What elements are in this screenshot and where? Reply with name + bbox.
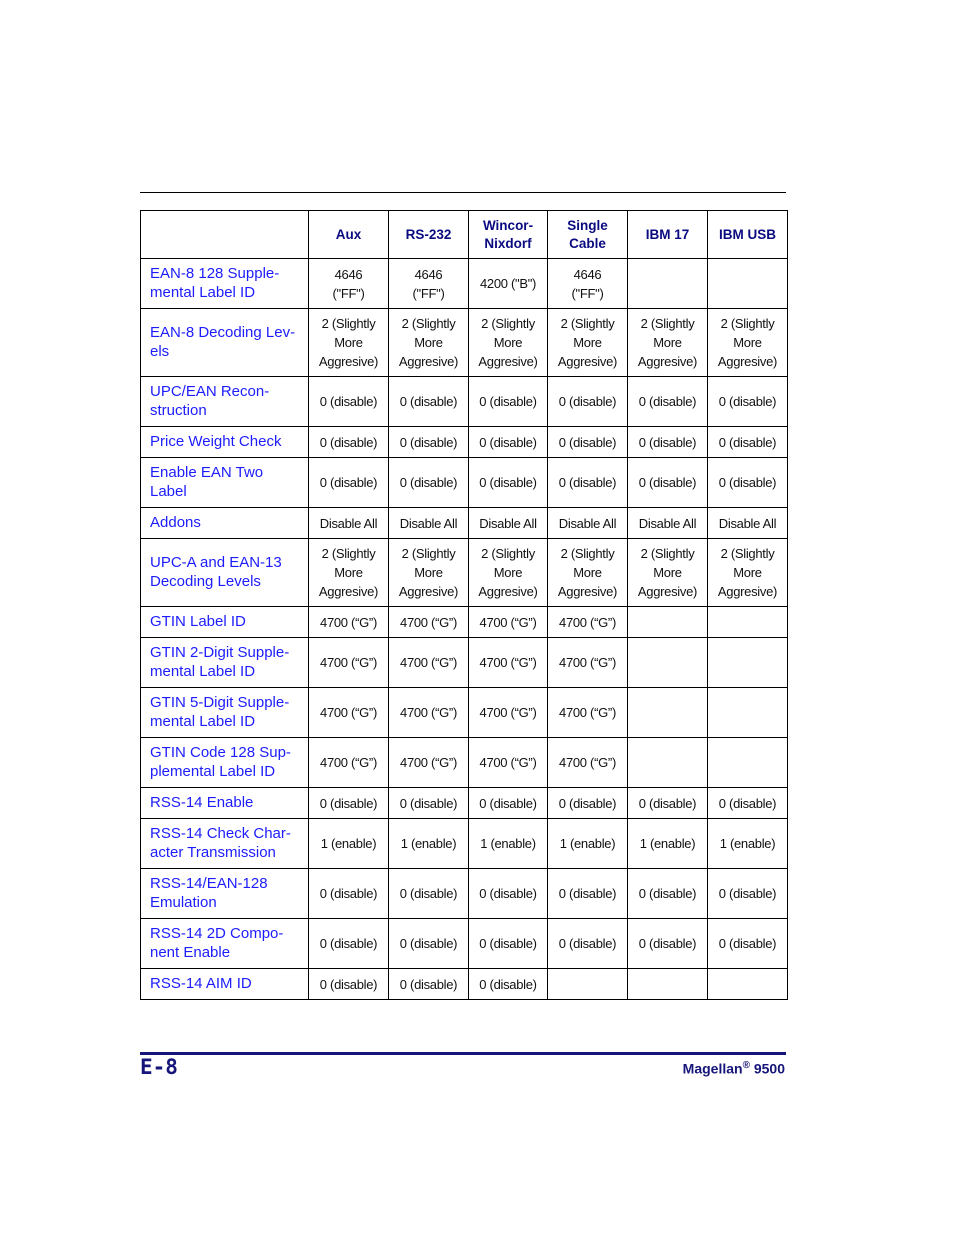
table-cell: 0 (disable) — [389, 969, 469, 1000]
table-cell: 0 (disable) — [389, 427, 469, 458]
table-cell: 0 (disable) — [708, 458, 788, 508]
table-cell: 2 (Slightly More Aggresive) — [628, 539, 708, 607]
table-cell: 0 (disable) — [469, 377, 548, 427]
table-cell: 2 (Slightly More Aggresive) — [548, 539, 628, 607]
table-cell: 0 (disable) — [309, 427, 389, 458]
table-cell: 4700 (“G”) — [548, 738, 628, 788]
table-cell: 2 (Slightly More Aggresive) — [389, 539, 469, 607]
table-cell: 0 (disable) — [309, 377, 389, 427]
table-cell: 0 (disable) — [309, 969, 389, 1000]
row-label: GTIN Code 128 Sup- plemental Label ID — [141, 738, 309, 788]
header-wincor-nixdorf: Wincor- Nixdorf — [469, 211, 548, 259]
table-cell: 0 (disable) — [389, 919, 469, 969]
table-cell: 0 (disable) — [708, 788, 788, 819]
table-cell: Disable All — [389, 508, 469, 539]
header-blank — [141, 211, 309, 259]
table-cell: 0 (disable) — [469, 919, 548, 969]
table-cell: 0 (disable) — [628, 377, 708, 427]
header-rs232: RS-232 — [389, 211, 469, 259]
table-cell: 0 (disable) — [628, 788, 708, 819]
table-cell: 4700 (“G”) — [309, 638, 389, 688]
table-cell: 0 (disable) — [548, 458, 628, 508]
table-row — [141, 377, 788, 427]
table-row — [141, 607, 788, 638]
table-cell: 2 (Slightly More Aggresive) — [708, 309, 788, 377]
row-label: RSS-14/EAN-128 Emulation — [141, 869, 309, 919]
table-cell — [708, 638, 788, 688]
table-cell: 0 (disable) — [548, 869, 628, 919]
table-cell: 2 (Slightly More Aggresive) — [548, 309, 628, 377]
header-row — [141, 211, 788, 259]
header-aux: Aux — [309, 211, 389, 259]
table-row — [141, 819, 788, 869]
table-cell: 0 (disable) — [708, 427, 788, 458]
table-cell — [708, 607, 788, 638]
table-cell: 0 (disable) — [548, 919, 628, 969]
table-cell: 2 (Slightly More Aggresive) — [708, 539, 788, 607]
table-cell: 0 (disable) — [469, 788, 548, 819]
table-cell: 2 (Slightly More Aggresive) — [469, 539, 548, 607]
table-row — [141, 788, 788, 819]
table-row — [141, 427, 788, 458]
table-cell: 0 (disable) — [309, 919, 389, 969]
table-cell: 1 (enable) — [548, 819, 628, 869]
table-cell: 0 (disable) — [628, 427, 708, 458]
table-cell: 1 (enable) — [309, 819, 389, 869]
table-cell: 4700 (“G”) — [389, 638, 469, 688]
table-cell: 4700 (“G”) — [389, 607, 469, 638]
row-label: RSS-14 Enable — [141, 788, 309, 819]
table-cell: 1 (enable) — [469, 819, 548, 869]
table-cell: 0 (disable) — [389, 869, 469, 919]
table-cell: 0 (disable) — [469, 969, 548, 1000]
table-cell: 0 (disable) — [708, 869, 788, 919]
header-ibm-17: IBM 17 — [628, 211, 708, 259]
table-cell: 4646 ("FF") — [389, 259, 469, 309]
table-row — [141, 688, 788, 738]
table-cell: 4700 (“G”) — [548, 607, 628, 638]
table-cell: 2 (Slightly More Aggresive) — [628, 309, 708, 377]
table-row — [141, 508, 788, 539]
table-row — [141, 309, 788, 377]
table-cell: 0 (disable) — [628, 869, 708, 919]
product-model: 9500 — [753, 1060, 785, 1077]
table-row — [141, 919, 788, 969]
table-cell — [628, 969, 708, 1000]
row-label: Addons — [141, 508, 309, 539]
table-cell: 2 (Slightly More Aggresive) — [469, 309, 548, 377]
table-row — [141, 638, 788, 688]
row-label: RSS-14 AIM ID — [141, 969, 309, 1000]
table-cell: 0 (disable) — [309, 869, 389, 919]
row-label: GTIN 5-Digit Supple- mental Label ID — [141, 688, 309, 738]
row-label: GTIN Label ID — [141, 607, 309, 638]
table-cell: 4700 (“G”) — [469, 607, 548, 638]
table-cell: 1 (enable) — [708, 819, 788, 869]
table-cell: 0 (disable) — [389, 458, 469, 508]
row-label: EAN-8 Decoding Lev- els — [141, 309, 309, 377]
table-cell — [628, 607, 708, 638]
row-label: EAN-8 128 Supple- mental Label ID — [141, 259, 309, 309]
table-cell — [708, 259, 788, 309]
table-cell: 0 (disable) — [548, 788, 628, 819]
table-cell: 0 (disable) — [389, 377, 469, 427]
settings-table — [140, 210, 788, 1000]
row-label: GTIN 2-Digit Supple- mental Label ID — [141, 638, 309, 688]
table-cell: 4700 (“G”) — [469, 688, 548, 738]
product-title — [683, 1060, 785, 1077]
table-cell: 0 (disable) — [628, 919, 708, 969]
table-cell: 2 (Slightly More Aggresive) — [389, 309, 469, 377]
table-cell — [708, 688, 788, 738]
table-row — [141, 259, 788, 309]
footer-rule — [140, 1052, 786, 1055]
row-label: Price Weight Check — [141, 427, 309, 458]
table-cell: 0 (disable) — [469, 458, 548, 508]
table-cell — [708, 969, 788, 1000]
header-ibm-usb: IBM USB — [708, 211, 788, 259]
page-number: E-8 — [140, 1055, 178, 1079]
table-cell: 2 (Slightly More Aggresive) — [309, 539, 389, 607]
table-cell: Disable All — [708, 508, 788, 539]
table-row — [141, 969, 788, 1000]
table-cell — [548, 969, 628, 1000]
table-cell: 4700 (“G”) — [309, 688, 389, 738]
table-cell: 4700 (“G”) — [548, 688, 628, 738]
table-row — [141, 738, 788, 788]
table-cell: 0 (disable) — [469, 869, 548, 919]
table-cell: 4646 ("FF") — [309, 259, 389, 309]
table-cell: 0 (disable) — [548, 427, 628, 458]
table-cell: Disable All — [469, 508, 548, 539]
table-row — [141, 539, 788, 607]
table-cell: 2 (Slightly More Aggresive) — [309, 309, 389, 377]
table-cell: 4700 (“G”) — [309, 738, 389, 788]
table-cell — [628, 688, 708, 738]
table-cell: 4700 (“G”) — [548, 638, 628, 688]
table-cell: 0 (disable) — [389, 788, 469, 819]
table-cell: 1 (enable) — [389, 819, 469, 869]
table-cell — [628, 738, 708, 788]
row-label: RSS-14 Check Char- acter Transmission — [141, 819, 309, 869]
table-cell — [628, 638, 708, 688]
table-cell: 0 (disable) — [708, 919, 788, 969]
row-label: RSS-14 2D Compo- nent Enable — [141, 919, 309, 969]
header-single-cable: Single Cable — [548, 211, 628, 259]
table-cell — [708, 738, 788, 788]
table-cell: 0 (disable) — [708, 377, 788, 427]
table-cell: 4700 (“G”) — [309, 607, 389, 638]
table-cell: 0 (disable) — [628, 458, 708, 508]
table-cell: 4200 ("B") — [469, 259, 548, 309]
table-row — [141, 869, 788, 919]
table-cell: Disable All — [628, 508, 708, 539]
row-label: UPC-A and EAN-13 Decoding Levels — [141, 539, 309, 607]
table-cell: 4700 (“G”) — [469, 638, 548, 688]
table-cell: 4646 ("FF") — [548, 259, 628, 309]
table-cell: 4700 (“G”) — [389, 738, 469, 788]
table-cell: Disable All — [309, 508, 389, 539]
header-rule — [140, 192, 786, 193]
table-cell: 0 (disable) — [309, 458, 389, 508]
row-label: Enable EAN Two Label — [141, 458, 309, 508]
product-name: Magellan — [682, 1060, 743, 1077]
table-row — [141, 458, 788, 508]
table-cell: 4700 (“G”) — [469, 738, 548, 788]
registered-mark: ® — [742, 1060, 750, 1071]
row-label: UPC/EAN Recon- struction — [141, 377, 309, 427]
table-cell: 0 (disable) — [548, 377, 628, 427]
table-cell: 0 (disable) — [309, 788, 389, 819]
table-cell — [628, 259, 708, 309]
table-cell: 0 (disable) — [469, 427, 548, 458]
table-cell: 1 (enable) — [628, 819, 708, 869]
table-cell: Disable All — [548, 508, 628, 539]
table-cell: 4700 (“G”) — [389, 688, 469, 738]
